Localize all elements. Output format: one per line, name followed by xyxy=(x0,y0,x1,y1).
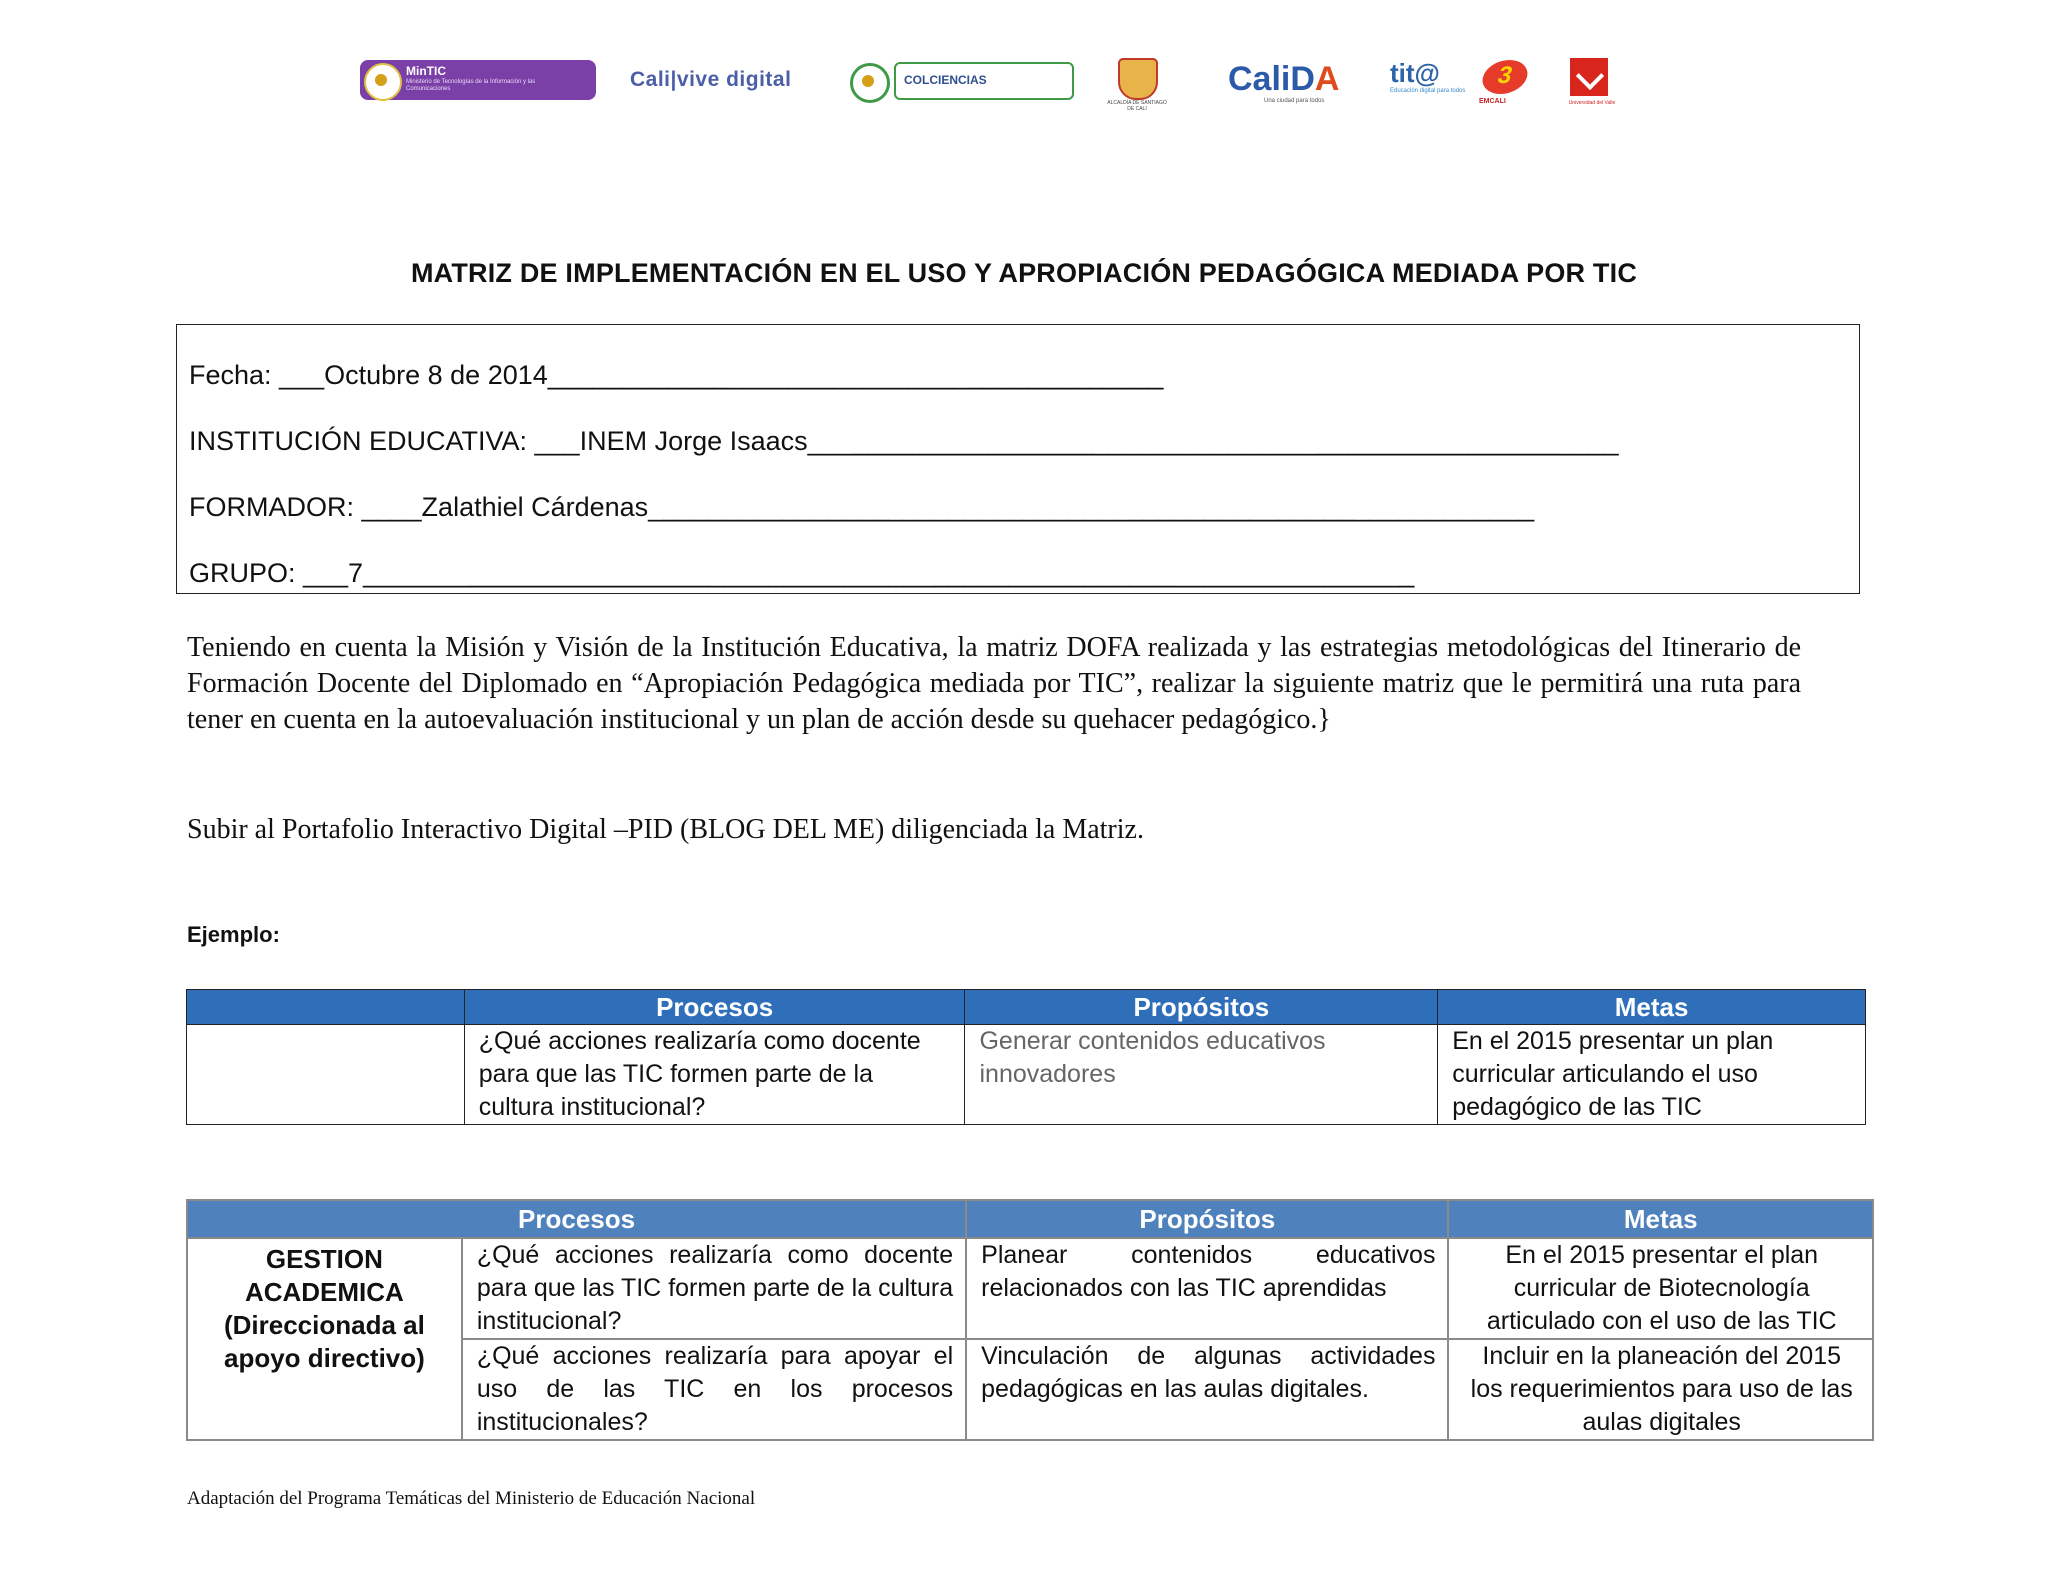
colciencias-logo: COLCIENCIAS xyxy=(850,60,1080,100)
footer-note: Adaptación del Programa Temáticas del Ministerio de Educación Nacional xyxy=(187,1488,756,1509)
table-header: Propósitos xyxy=(966,1200,1448,1238)
univalle-mark-icon xyxy=(1570,58,1608,96)
calivive-digital-logo: Cali|vive digital xyxy=(630,68,792,91)
info-box xyxy=(176,324,1860,594)
cali-crest-icon xyxy=(1118,58,1158,100)
calida-logo: CaliDA Una ciudad para todos xyxy=(1228,60,1340,104)
tita-logo: tit@ Educación digital para todos xyxy=(1390,58,1466,94)
univalle-logo: Universidad del Valle xyxy=(1560,58,1620,108)
gestion-academica-table xyxy=(186,1199,1874,1441)
instructions-paragraph: Teniendo en cuenta la Misión y Visión de la Institución Educativa, la matriz DOFA realizada y las estrategias metodológicas del Itinerario de Formación Docente del Diplomado en “Apropiación Pedagógica mediada por TIC”, realizar la siguiente matriz que le permitirá una ruta para tener en cuenta en la autoevaluación institucional y un plan de acción desde su quehacer pedagógico.} xyxy=(187,632,1801,735)
document-title: MATRIZ DE IMPLEMENTACIÓN EN EL USO Y APROPIACIÓN PEDAGÓGICA MEDIADA POR TIC xyxy=(410,258,1638,288)
table-cell: Incluir en la planeación del 2015 los requerimientos para uso de las aulas digitales xyxy=(1448,1339,1873,1440)
table-header: Propósitos xyxy=(965,990,1438,1025)
table-cell: En el 2015 presentar el plan curricular de Biotecnología articulado con el uso de las TIC xyxy=(1448,1238,1873,1339)
upload-instruction: Subir al Portafolio Interactivo Digital –PID (BLOG DEL ME) diligenciada la Matriz. xyxy=(187,814,1144,845)
table-header: Metas xyxy=(1438,990,1866,1025)
colombia-seal-icon xyxy=(364,63,402,101)
emcali-mark-icon xyxy=(1478,60,1531,94)
table-header xyxy=(187,990,465,1025)
table-header: Metas xyxy=(1448,1200,1873,1238)
table-cell: ¿Qué acciones realizaría como docente para que las TIC formen parte de la cultura institucional? xyxy=(464,1025,965,1125)
table-cell: ¿Qué acciones realizaría para apoyar el uso de las TIC en los procesos institucionales? xyxy=(462,1339,966,1440)
table-cell: ¿Qué acciones realizaría como docente para que las TIC formen parte de la cultura institucional? xyxy=(462,1238,966,1339)
table-cell: Generar contenidos educativos innovadores xyxy=(965,1025,1438,1125)
table-row xyxy=(187,1238,1873,1339)
table-header: Procesos xyxy=(187,1200,966,1238)
fecha-line: Fecha: ___Octubre 8 de 2014_________________________________________ xyxy=(189,360,1164,390)
table-cell: Planear contenidos educativos relacionados con las TIC aprendidas xyxy=(966,1238,1448,1339)
alcaldia-cali-logo: ALCALDÍA DE SANTIAGO DE CALI xyxy=(1112,58,1162,108)
logo-strip xyxy=(360,58,1700,118)
table-header: Procesos xyxy=(464,990,965,1025)
table-cell: En el 2015 presentar un plan curricular articulando el uso pedagógico de las TIC xyxy=(1438,1025,1866,1125)
gestion-label: GESTION ACADEMICA (Direccionada al apoyo directivo) xyxy=(187,1238,462,1440)
example-label: Ejemplo: xyxy=(187,922,280,947)
table-cell: Vinculación de algunas actividades pedagógicas en las aulas digitales. xyxy=(966,1339,1448,1440)
colombia-seal-icon xyxy=(850,63,890,103)
emcali-logo: 3 EMCALI xyxy=(1475,60,1535,110)
table-row xyxy=(187,1025,1866,1125)
mintic-logo: MinTIC Ministerio de Tecnologías de la Información y las Comunicaciones xyxy=(360,60,596,100)
table-cell xyxy=(187,1025,465,1125)
grupo-line: GRUPO: ___7______________________________________________________________________ xyxy=(189,558,1415,588)
formador-line: FORMADOR: ____Zalathiel Cárdenas___________________________________________________________ xyxy=(189,492,1535,522)
institucion-line: INSTITUCIÓN EDUCATIVA: ___INEM Jorge Isaacs______________________________________________________ xyxy=(189,426,1619,456)
example-header-row xyxy=(187,990,1866,1025)
main-header-row xyxy=(187,1200,1873,1238)
example-table xyxy=(186,989,1866,1125)
